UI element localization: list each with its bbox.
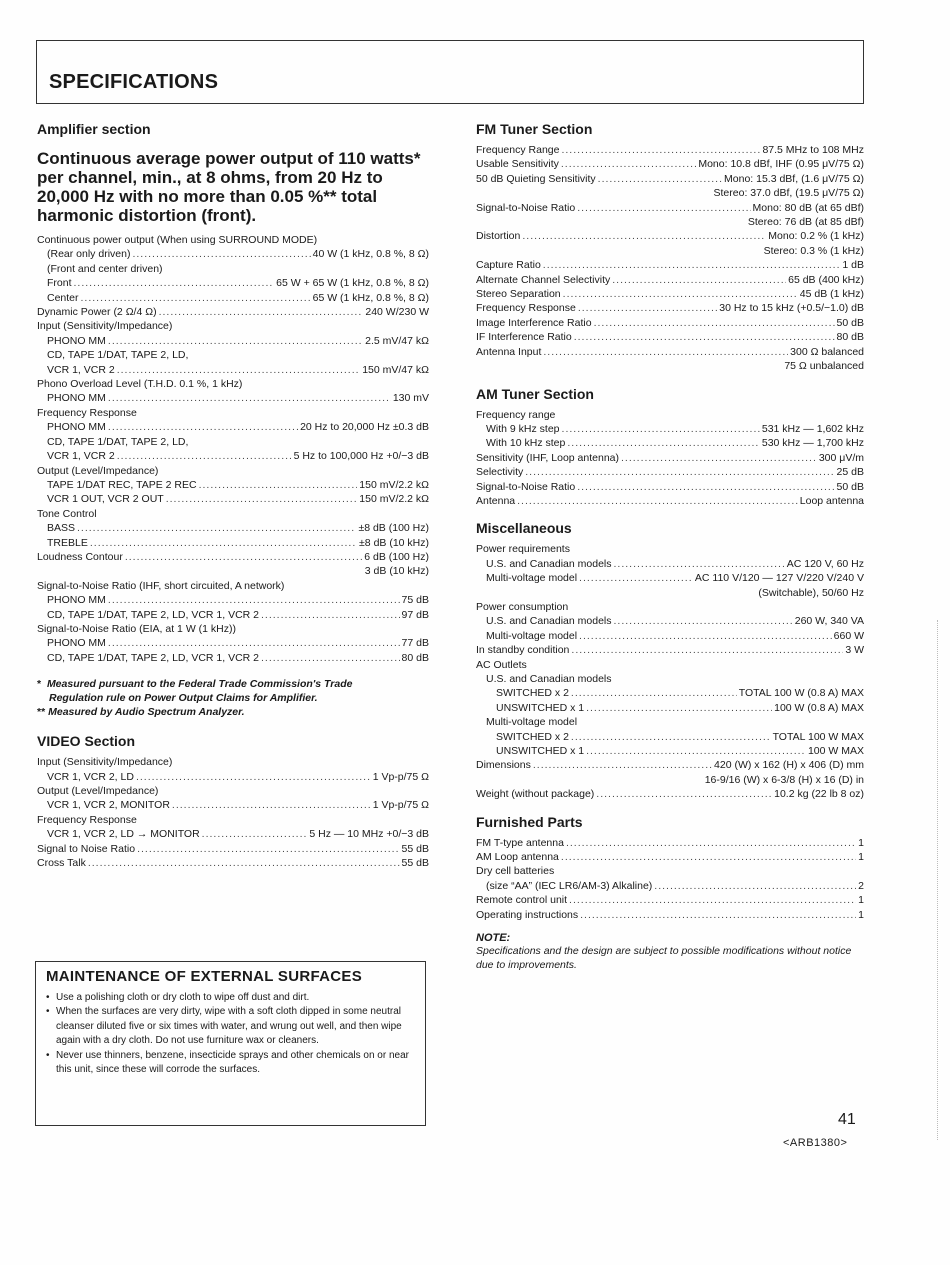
spec-row: SWITCHED x 2 ..... TOTAL 100 W (0.8 A) MAX xyxy=(476,686,864,700)
spec-row: Antenna Input ..... 300 Ω balanced xyxy=(476,345,864,359)
page-title: SPECIFICATIONS xyxy=(49,71,219,93)
spec-row: Signal-to-Noise Ratio ..... 50 dB xyxy=(476,480,864,494)
spec-row: PHONO MM ..... 20 Hz to 20,000 Hz ±0.3 dB xyxy=(37,420,429,434)
spec-row: Selectivity ..... 25 dB xyxy=(476,465,864,479)
outlets-label: AC Outlets xyxy=(476,658,527,671)
video-heading: VIDEO Section xyxy=(37,733,136,750)
spec-continuation: 16-9/16 (W) x 6-3/8 (H) x 16 (D) in xyxy=(704,773,864,786)
spec-row: (size “AA” (IEC LR6/AM-3) Alkaline) ..... 2 xyxy=(476,879,864,893)
amplifier-heading: Amplifier section xyxy=(37,121,151,137)
spec-row: Capture Ratio ..... 1 dB xyxy=(476,258,864,272)
spec-row: U.S. and Canadian models ..... AC 120 V, 60 Hz xyxy=(476,557,864,571)
spec-row: Multi-voltage model ..... AC 110 V/120 — 127 V/220 V/240 V xyxy=(476,571,864,585)
footnote-1-cont: Regulation rule on Power Output Claims for Amplifier. xyxy=(49,692,318,705)
right-column xyxy=(476,121,864,972)
doc-code: <ARB1380> xyxy=(783,1137,848,1149)
spec-row: FM T-type antenna ..... 1 xyxy=(476,836,864,850)
spec-continuation: 3 dB (10 kHz) xyxy=(364,565,429,578)
spec-row: SWITCHED x 2 ..... TOTAL 100 W MAX xyxy=(476,730,864,744)
spec-row: 50 dB Quieting Sensitivity ..... Mono: 15.3 dBf, (1.6 μV/75 Ω) xyxy=(476,172,864,186)
outlets-multi-label: Multi-voltage model xyxy=(486,716,578,729)
spec-row: Dimensions ..... 420 (W) x 162 (H) x 406 (D) mm xyxy=(476,758,864,772)
spec-continuation: Stereo: 76 dB (at 85 dBf) xyxy=(747,216,864,229)
spec-row: (Rear only driven) ..... 40 W (1 kHz, 0.8 %, 8 Ω) xyxy=(37,247,429,261)
footnotes xyxy=(37,677,429,719)
spec-row: In standby condition ..... 3 W xyxy=(476,643,864,657)
spec-row: CD, TAPE 1/DAT, TAPE 2, LD, VCR 1, VCR 2 ..... 97 dB xyxy=(37,608,429,622)
misc-heading: Miscellaneous xyxy=(476,520,572,537)
spec-row: Cross Talk ..... 55 dB xyxy=(37,856,429,870)
consumption-label: Power consumption xyxy=(476,600,569,613)
spec-row: With 9 kHz step ..... 531 kHz — 1,602 kHz xyxy=(476,422,864,436)
list-item: • When the surfaces are very dirty, wipe with a soft cloth dipped in some neutral cleanser diluted five or six times with water, and wrung out well, and then wipe again with a dry cloth. Do not use furniture wax or cleaners. xyxy=(46,1005,417,1048)
spec-row: Signal to Noise Ratio ..... 55 dB xyxy=(37,842,429,856)
spec-sublabel: CD, TAPE 1/DAT, TAPE 2, LD, xyxy=(47,349,189,362)
spec-row: Frequency Response ..... 30 Hz to 15 kHz (+0.5/−1.0) dB xyxy=(476,301,864,315)
spec-row: Loudness Contour ..... 6 dB (100 Hz) xyxy=(37,550,429,564)
spec-row: Signal-to-Noise Ratio ..... Mono: 80 dB (at 65 dBf) xyxy=(476,201,864,215)
maintenance-box xyxy=(35,961,426,1126)
spec-row: Dynamic Power (2 Ω/4 Ω) ..... 240 W/230 W xyxy=(37,305,429,319)
spec-row: Operating instructions ..... 1 xyxy=(476,908,864,922)
footnote-2: ** Measured by Audio Spectrum Analyzer. xyxy=(37,706,245,719)
footnote-1: * Measured pursuant to the Federal Trade Commission's Trade xyxy=(37,678,353,691)
spec-row: Distortion ..... Mono: 0.2 % (1 kHz) xyxy=(476,229,864,243)
furnished-heading: Furnished Parts xyxy=(476,813,583,830)
spec-row: UNSWITCHED x 1 ..... 100 W (0.8 A) MAX xyxy=(476,701,864,715)
spec-row: AM Loop antenna ..... 1 xyxy=(476,850,864,864)
video-output-label: Output (Level/Impedance) xyxy=(37,785,159,797)
spec-row: Usable Sensitivity ..... Mono: 10.8 dBf, IHF (0.95 μV/75 Ω) xyxy=(476,157,864,171)
fm-heading: FM Tuner Section xyxy=(476,121,593,137)
front-center-label: (Front and center driven) xyxy=(47,262,163,275)
spec-continuation: 75 Ω unbalanced xyxy=(784,360,864,373)
spec-continuation: (Switchable), 50/60 Hz xyxy=(758,586,864,599)
spec-row: Image Interference Ratio ..... 50 dB xyxy=(476,316,864,330)
overload-label: Phono Overload Level (T.H.D. 0.1 %, 1 kHz) xyxy=(37,378,243,391)
spec-row: Alternate Channel Selectivity ..... 65 dB (400 kHz) xyxy=(476,273,864,287)
am-heading: AM Tuner Section xyxy=(476,385,594,402)
left-column xyxy=(37,121,429,870)
power-req-label: Power requirements xyxy=(476,543,570,556)
spec-continuation: Stereo: 37.0 dBf, (19.5 μV/75 Ω) xyxy=(713,187,864,200)
spec-row: Weight (without package) ..... 10.2 kg (22 lb 8 oz) xyxy=(476,787,864,801)
spec-row: Stereo Separation ..... 45 dB (1 kHz) xyxy=(476,287,864,301)
video-freq-label: Frequency Response xyxy=(37,813,137,826)
spec-row: PHONO MM ..... 130 mV xyxy=(37,391,429,405)
spec-row: Multi-voltage model ..... 660 W xyxy=(476,629,864,643)
page-number: 41 xyxy=(838,1111,856,1128)
video-input-label: Input (Sensitivity/Impedance) xyxy=(37,756,173,769)
spec-row: CD, TAPE 1/DAT, TAPE 2, LD, VCR 1, VCR 2 ..... 80 dB xyxy=(37,651,429,665)
note-text: Specifications and the design are subject to possible modifications without notice due to improvements. xyxy=(476,945,852,972)
note-title: NOTE: xyxy=(476,932,511,945)
spec-row: With 10 kHz step ..... 530 kHz — 1,700 kHz xyxy=(476,436,864,450)
outlets-us-label: U.S. and Canadian models xyxy=(486,673,612,685)
list-item: • Use a polishing cloth or dry cloth to wipe off dust and dirt. xyxy=(46,991,417,1005)
spec-sublabel: CD, TAPE 1/DAT, TAPE 2, LD, xyxy=(47,435,189,448)
spec-row: U.S. and Canadian models ..... 260 W, 340 VA xyxy=(476,614,864,628)
cpo-label: Continuous power output (When using SURROUND MODE) xyxy=(37,234,318,246)
spec-row: PHONO MM ..... 77 dB xyxy=(37,636,429,650)
spec-row: Remote control unit ..... 1 xyxy=(476,893,864,907)
spec-row: IF Interference Ratio ..... 80 dB xyxy=(476,330,864,344)
spec-continuation: Stereo: 0.3 % (1 kHz) xyxy=(763,244,864,257)
amplifier-lead: Continuous average power output of 110 watts* per channel, min., at 8 ohms, from 20 Hz to 20,000 Hz with no more than 0.05 %** total harmonic distortion (front). xyxy=(37,149,421,225)
list-item: • Never use thinners, benzene, insecticide sprays and other chemicals on or near this unit, since these will corrode the surfaces. xyxy=(46,1049,417,1078)
spec-row: VCR 1, VCR 2 ..... 5 Hz to 100,000 Hz +0/−3 dB xyxy=(37,449,429,463)
spec-row: Sensitivity (IHF, Loop antenna) ..... 300 μV/m xyxy=(476,451,864,465)
dry-cell-label: Dry cell batteries xyxy=(476,865,555,878)
spec-row: BASS ..... ±8 dB (100 Hz) xyxy=(37,521,429,535)
spec-row: Frequency Range ..... 87.5 MHz to 108 MHz xyxy=(476,143,864,157)
spec-row: TREBLE ..... ±8 dB (10 kHz) xyxy=(37,536,429,550)
spec-row: VCR 1 OUT, VCR 2 OUT ..... 150 mV/2.2 kΩ xyxy=(37,492,429,506)
maintenance-heading: MAINTENANCE OF EXTERNAL SURFACES xyxy=(46,968,363,985)
snr-eia-label: Signal-to-Noise Ratio (EIA, at 1 W (1 kHz)) xyxy=(37,622,236,635)
freq-label: Frequency Response xyxy=(37,406,137,419)
spec-row: VCR 1, VCR 2, MONITOR ..... 1 Vp-p/75 Ω xyxy=(37,798,429,812)
am-range-label: Frequency range xyxy=(476,408,556,421)
spec-row: VCR 1, VCR 2 ..... 150 mV/47 kΩ xyxy=(37,363,429,377)
spec-row: Antenna ..... Loop antenna xyxy=(476,494,864,508)
edge-line xyxy=(937,620,938,1140)
spec-row: Front ..... 65 W + 65 W (1 kHz, 0.8 %, 8 Ω) xyxy=(37,276,429,290)
spec-row: PHONO MM ..... 2.5 mV/47 kΩ xyxy=(37,334,429,348)
spec-row: VCR 1, VCR 2, LD → MONITOR ..... 5 Hz — 10 MHz +0/−3 dB xyxy=(37,827,429,841)
tone-label: Tone Control xyxy=(37,507,97,520)
output-label: Output (Level/Impedance) xyxy=(37,464,159,477)
header-box xyxy=(36,40,864,104)
snr-ihf-label: Signal-to-Noise Ratio (IHF, short circuited, A network) xyxy=(37,579,285,592)
spec-row: UNSWITCHED x 1 ..... 100 W MAX xyxy=(476,744,864,758)
spec-row: PHONO MM ..... 75 dB xyxy=(37,593,429,607)
spec-row: TAPE 1/DAT REC, TAPE 2 REC ..... 150 mV/2.2 kΩ xyxy=(37,478,429,492)
spec-row: VCR 1, VCR 2, LD ..... 1 Vp-p/75 Ω xyxy=(37,770,429,784)
input-label: Input (Sensitivity/Impedance) xyxy=(37,320,173,333)
spec-row: Center ..... 65 W (1 kHz, 0.8 %, 8 Ω) xyxy=(37,291,429,305)
maintenance-list xyxy=(36,991,425,1077)
